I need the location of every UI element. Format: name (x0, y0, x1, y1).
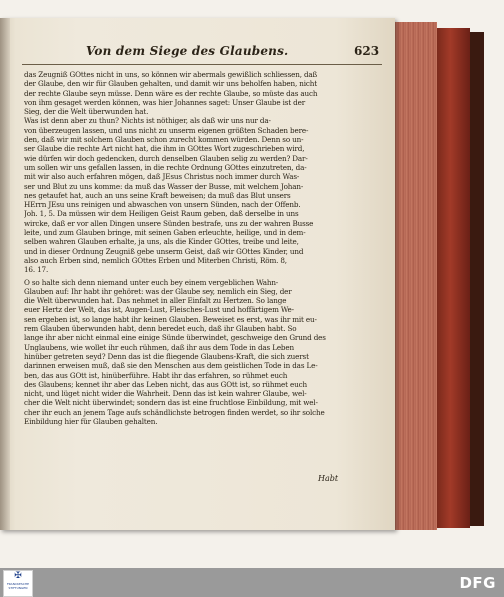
text-line: das Zeugniß GOttes nicht in uns, so können wir abermals gewißlich schliessen, daß (24, 70, 318, 79)
text-line: selben wahren Glauben erhalte, ja uns, als die Kinder GOttes, treibe und leite, (24, 237, 299, 247)
text-line: der rechte Glaube seyn müsse. Denn wäre es der rechte Glaube, so müste das auch (24, 88, 318, 98)
text-line: Glauben auf: Ihr habt ihr gehöret: was der Glaube sey, nemlich ein Sieg, der (24, 286, 292, 296)
text-line: sen ergeben ist, so lange habt ihr keinen Glauben. Beweiset es erst, was ihr mit eu- (24, 314, 317, 324)
text-line: Sieg, der die Welt überwunden hat. (24, 107, 149, 117)
text-line: lange ihr aber nicht einmal eine einige Sünde überwindet, geschweige den Grund des (24, 333, 326, 343)
text-line: Einbildung hier für Glauben gehalten. (24, 416, 158, 426)
text-line: Unglaubens, wie wollet ihr euch rühmen, daß ihr aus dem Tode in das Leben (24, 342, 294, 352)
text-line: und in dieser Ordnung Zeugniß gebe unserm Geist, daß wir GOttes Kinder, und (24, 246, 304, 256)
text-line: cher ihr euch an jenem Tage aufs schändlichste betrogen finden werdet, so ihr solche (24, 407, 325, 417)
text-line: 16. 17. (24, 265, 49, 275)
text-line: also auch Erben sind, nemlich GOttes Erben und Miterben Christi, Röm. 8, (24, 255, 287, 265)
text-line: nicht, und lüget nicht wider die Wahrheit. Denn das ist kein wahrer Glaube, wel- (24, 389, 307, 399)
body-text (24, 70, 384, 426)
text-line: ser Glaube die rechte Art nicht hat, die ihm in GOttes Wort zugeschrieben wird, (24, 144, 305, 154)
text-line: Was ist denn aber zu thun? Nichts ist nöthiger, als daß wir uns nur da- (24, 116, 271, 126)
book-cover-edge (468, 32, 484, 526)
text-line: darinnen erweisen muß, daß sie den Menschen aus dem geistlichen Tode in das Le- (24, 361, 318, 371)
text-line: cher die Welt nicht überwindet; sondern das ist eine fruchtlose Einbildung, mit wel- (24, 398, 318, 408)
text-line: den, daß wir mit solchem Glauben schon zurecht kommen würden. Denn so un- (24, 135, 304, 145)
catchword: Habt (318, 474, 339, 483)
text-line: die Welt überwunden hat. Das nehmet in aller Einfalt zu Hertzen. So lange (24, 296, 287, 306)
text-line: um sollen wir uns gefallen lassen, in die rechte Ordnung GOttes einzutreten, da- (24, 162, 307, 172)
text-line: wie dürfen wir doch gedencken, durch denselben Glauben selig zu werden? Dar- (24, 153, 308, 163)
logo-label: FRANCKESCHE STIFTUNGEN (6, 582, 30, 590)
text-line: mit wir also auch erfahren mögen, daß JEsus Christus noch immer durch Was- (24, 172, 300, 182)
text-line: der Glaube, den wir für Glauben gehalten, und damit wir uns beholfen haben, nicht (24, 79, 317, 89)
dfg-logo[interactable]: DFG (459, 574, 496, 592)
franckesche-stiftungen-logo[interactable] (3, 570, 33, 597)
text-line: rem Glauben überwunden habt, denn beredet euch, daß ihr Glauben habt. So (24, 324, 297, 334)
cross-icon: ✠ (14, 571, 22, 581)
header-rule (22, 64, 382, 65)
text-line: von überzeugen lassen, und uns nicht zu unserm eigenen größten Schaden bere- (24, 125, 309, 135)
text-line: HErrn JEsu uns reinigen und abwaschen von unsern Sünden, nach der Offenb. (24, 200, 301, 210)
text-line: leite, und zum Glauben bringe, mit seinen Gaben erleuchte, heilige, und in dem- (24, 228, 306, 238)
running-head: Von dem Siege des Glaubens. (86, 44, 289, 58)
viewer-footer-bar (0, 568, 504, 597)
text-line: euer Hertz der Welt, das ist, Augen-Lust, Fleisches-Lust und hoffärtigem We- (24, 305, 294, 315)
book-cover (437, 28, 470, 528)
text-line: nes getaufet hat, auch an uns seine Kraft beweisen; da muß das Blut unsers (24, 190, 291, 200)
page-number: 623 (354, 44, 380, 58)
page-fore-edge (395, 22, 437, 530)
text-line: O so halte sich denn niemand unter euch bey einem vergeblichen Wahn- (24, 277, 279, 287)
text-line: Joh. 1, 5. Da müssen wir dem Heiligen Geist Raum geben, daß derselbe in uns (24, 209, 299, 219)
text-line: von ihm gesaget werden können, was hier Johannes saget: Unser Glaube ist der (24, 97, 306, 107)
text-line: hinüber getreten seyd? Denn das ist die fliegende Glaubens-Kraft, die sich zuerst (24, 351, 309, 361)
page-gutter (0, 18, 10, 530)
text-line: ben, das aus GOtt ist, hinüberführe. Habt ihr das erfahren, so rühmet euch (24, 370, 288, 380)
text-line: wircke, daß er vor allen Dingen unsere Sünden bestrafe, uns zu der wahren Busse (24, 218, 314, 228)
text-line: ser und Blut zu uns komme: da muß das Wasser der Busse, mit welchem Johan- (24, 181, 304, 191)
text-line: des Glaubens; kennet ihr aber das Leben nicht, das aus GOtt ist, so rühmet euch (24, 379, 307, 389)
